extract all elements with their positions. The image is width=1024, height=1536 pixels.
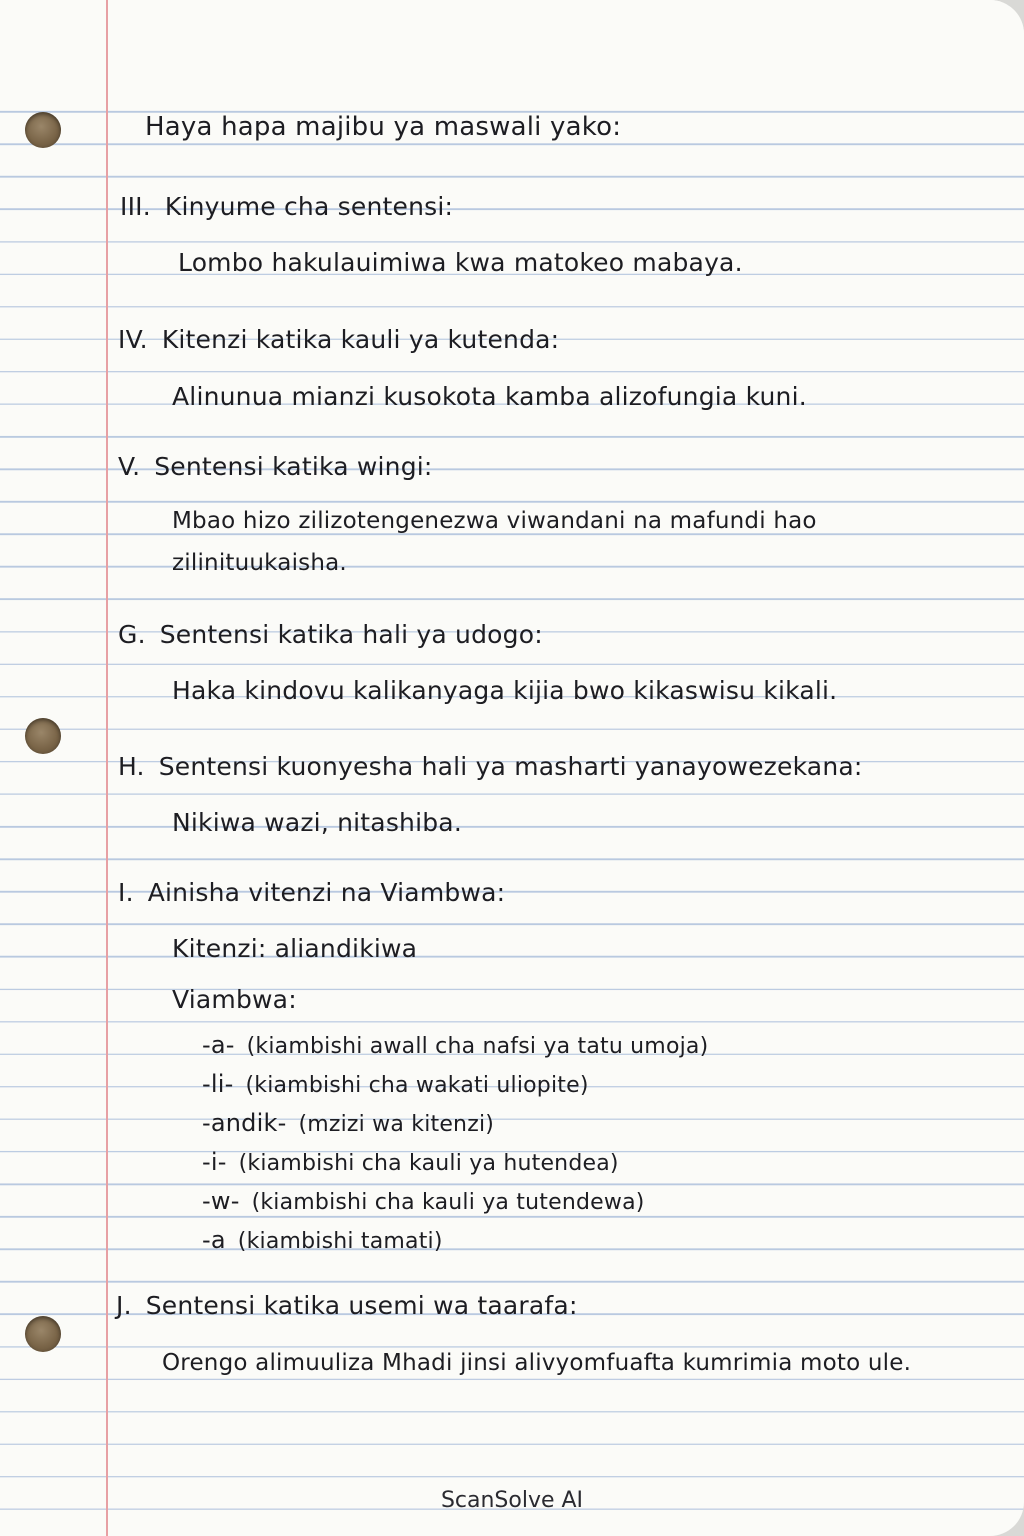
- section-label: V.: [118, 452, 141, 481]
- section-heading: [118, 878, 505, 907]
- section-heading: [118, 325, 559, 354]
- punch-hole-top: [25, 112, 61, 148]
- punch-hole-bottom: [25, 1316, 61, 1352]
- affix-row: [202, 1147, 619, 1176]
- affix-gloss: (kiambishi cha kauli ya hutendea): [238, 1151, 619, 1176]
- affix-gloss: (mzizi wa kitenzi): [298, 1112, 495, 1137]
- affix-morpheme: -w-: [202, 1187, 240, 1215]
- section-label: I.: [118, 878, 134, 907]
- affix-gloss: (kiambishi cha kauli ya tutendewa): [251, 1190, 645, 1215]
- section-label: J.: [116, 1291, 132, 1320]
- section-label: G.: [118, 620, 146, 649]
- affix-row: [202, 1225, 443, 1254]
- section-heading-text: Kitenzi katika kauli ya kutenda:: [161, 325, 560, 354]
- section-answer: Mbao hizo zilizotengenezwa viwandani na mafundi hao: [172, 508, 817, 534]
- section-label: IV.: [118, 325, 148, 354]
- section-answer: Orengo alimuuliza Mhadi jinsi alivyomfuafta kumrimia moto ule.: [162, 1350, 912, 1376]
- section-heading-text: Sentensi kuonyesha hali ya masharti yanayowezekana:: [158, 752, 863, 781]
- affix-row: [202, 1030, 708, 1059]
- section-heading-text: Sentensi katika wingi:: [154, 452, 433, 481]
- section-label: III.: [120, 192, 151, 221]
- verb-text: Kitenzi: aliandikiwa: [172, 934, 418, 963]
- section-heading-text: Ainisha vitenzi na Viambwa:: [147, 878, 506, 907]
- affix-morpheme: -i-: [202, 1148, 227, 1176]
- affix-gloss: (kiambishi tamati): [237, 1229, 443, 1254]
- section-answer: Alinunua mianzi kusokota kamba alizofungia kuni.: [172, 382, 807, 411]
- affix-row: [202, 1069, 589, 1098]
- section-answer: Haka kindovu kalikanyaga kijia bwo kikaswisu kikali.: [172, 676, 838, 705]
- section-heading: [118, 452, 433, 481]
- affix-morpheme: -a: [202, 1226, 226, 1254]
- section-heading-text: Sentensi katika hali ya udogo:: [159, 620, 543, 649]
- affixes-label: Viambwa:: [172, 985, 297, 1014]
- section-heading: [118, 620, 543, 649]
- section-answer-continued: zilinituukaisha.: [172, 550, 347, 576]
- section-heading: [118, 752, 863, 781]
- section-heading-text: Sentensi katika usemi wa taarafa:: [145, 1291, 578, 1320]
- affix-morpheme: -li-: [202, 1070, 234, 1098]
- affix-morpheme: -andik-: [202, 1109, 287, 1137]
- section-heading: [120, 192, 453, 221]
- section-answer: Nikiwa wazi, nitashiba.: [172, 808, 462, 837]
- top-margin: [0, 0, 1024, 110]
- red-margin-line: [106, 0, 108, 1536]
- section-heading: [116, 1291, 578, 1320]
- affix-morpheme: -a-: [202, 1031, 235, 1059]
- section-label: H.: [118, 752, 145, 781]
- section-heading-text: Kinyume cha sentensi:: [164, 192, 454, 221]
- affix-gloss: (kiambishi cha wakati uliopite): [245, 1073, 589, 1098]
- punch-hole-middle: [25, 718, 61, 754]
- section-answer: Lombo hakulauimiwa kwa matokeo mabaya.: [178, 248, 743, 277]
- affix-row: [202, 1186, 645, 1215]
- affix-row: [202, 1108, 494, 1137]
- footer-brand: ScanSolve AI: [440, 1488, 584, 1513]
- affix-gloss: (kiambishi awall cha nafsi ya tatu umoja): [246, 1034, 709, 1059]
- intro-text: Haya hapa majibu ya maswali yako:: [145, 112, 622, 142]
